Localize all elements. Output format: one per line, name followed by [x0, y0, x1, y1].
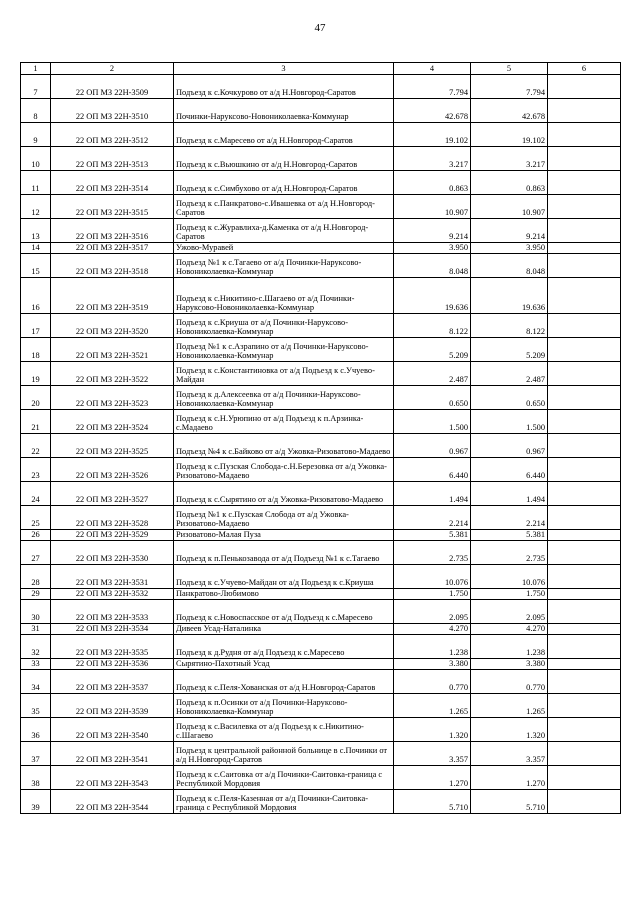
row-number: 13 — [21, 219, 51, 243]
length-total: 19.102 — [394, 123, 471, 147]
row-number: 32 — [21, 635, 51, 659]
length-total: 0.770 — [394, 670, 471, 694]
row-number: 18 — [21, 338, 51, 362]
column-6-value — [548, 278, 621, 314]
length-hard-surface: 5.209 — [471, 338, 548, 362]
column-6-value — [548, 458, 621, 482]
road-name: Подъезд к д.Рудня от а/д Подъезд к с.Маресево — [174, 635, 394, 659]
road-code: 22 ОП МЗ 22Н-3524 — [51, 410, 174, 434]
row-number: 23 — [21, 458, 51, 482]
road-code: 22 ОП МЗ 22Н-3525 — [51, 434, 174, 458]
length-hard-surface: 6.440 — [471, 458, 548, 482]
road-code: 22 ОП МЗ 22Н-3519 — [51, 278, 174, 314]
road-name: Подъезд №1 к с.Пузская Слобода от а/д Ужовка-Ризоватово-Мадаево — [174, 506, 394, 530]
road-name: Подъезд к с.Сырятино от а/д Ужовка-Ризоватово-Мадаево — [174, 482, 394, 506]
length-total: 3.950 — [394, 243, 471, 254]
column-6-value — [548, 482, 621, 506]
road-code: 22 ОП МЗ 22Н-3509 — [51, 75, 174, 99]
length-total: 19.636 — [394, 278, 471, 314]
length-total: 8.122 — [394, 314, 471, 338]
length-hard-surface: 19.102 — [471, 123, 548, 147]
length-total: 10.076 — [394, 565, 471, 589]
length-total: 1.320 — [394, 718, 471, 742]
road-name: Подъезд к с.Новоспасское от а/д Подъезд к с.Маресево — [174, 600, 394, 624]
length-hard-surface: 0.650 — [471, 386, 548, 410]
row-number: 12 — [21, 195, 51, 219]
table-row — [21, 195, 621, 219]
table-row — [21, 243, 621, 254]
road-code: 22 ОП МЗ 22Н-3537 — [51, 670, 174, 694]
road-name: Подъезд №1 к с.Тагаево от а/д Починки-Наруксово-Новониколаевка-Коммунар — [174, 254, 394, 278]
road-code: 22 ОП МЗ 22Н-3526 — [51, 458, 174, 482]
length-total: 2.095 — [394, 600, 471, 624]
row-number: 8 — [21, 99, 51, 123]
length-total: 0.967 — [394, 434, 471, 458]
column-6-value — [548, 530, 621, 541]
table-row — [21, 530, 621, 541]
road-name: Ужово-Муравей — [174, 243, 394, 254]
table-row — [21, 718, 621, 742]
length-total: 1.270 — [394, 766, 471, 790]
road-code: 22 ОП МЗ 22Н-3534 — [51, 624, 174, 635]
length-total: 6.440 — [394, 458, 471, 482]
length-hard-surface: 10.076 — [471, 565, 548, 589]
column-6-value — [548, 589, 621, 600]
table-row — [21, 541, 621, 565]
row-number: 37 — [21, 742, 51, 766]
road-name: Подъезд №4 к с.Байково от а/д Ужовка-Ризоватово-Мадаево — [174, 434, 394, 458]
road-name: Подъезд к с.Пузская Слобода-с.Н.Березовка от а/д Ужовка-Ризоватово-Мадаево — [174, 458, 394, 482]
column-6-value — [548, 147, 621, 171]
row-number: 27 — [21, 541, 51, 565]
length-hard-surface: 1.265 — [471, 694, 548, 718]
table-row — [21, 219, 621, 243]
road-code: 22 ОП МЗ 22Н-3532 — [51, 589, 174, 600]
length-hard-surface: 4.270 — [471, 624, 548, 635]
table-row — [21, 694, 621, 718]
column-6-value — [548, 338, 621, 362]
road-code: 22 ОП МЗ 22Н-3530 — [51, 541, 174, 565]
road-code: 22 ОП МЗ 22Н-3528 — [51, 506, 174, 530]
length-hard-surface: 1.750 — [471, 589, 548, 600]
table-row — [21, 659, 621, 670]
length-hard-surface: 3.950 — [471, 243, 548, 254]
road-code: 22 ОП МЗ 22Н-3516 — [51, 219, 174, 243]
road-code: 22 ОП МЗ 22Н-3512 — [51, 123, 174, 147]
length-hard-surface: 8.122 — [471, 314, 548, 338]
length-hard-surface: 2.735 — [471, 541, 548, 565]
table-row — [21, 624, 621, 635]
road-name: Панкратово-Любимово — [174, 589, 394, 600]
length-total: 5.710 — [394, 790, 471, 814]
road-name: Починки-Наруксово-Новониколаевка-Коммунар — [174, 99, 394, 123]
road-name: Подъезд №1 к с.Азрапино от а/д Починки-Наруксово-Новониколаевка-Коммунар — [174, 338, 394, 362]
road-name: Подъезд к с.Пеля-Казенная от а/д Починки-Саитовка-граница с Республикой Мордовия — [174, 790, 394, 814]
column-6-value — [548, 541, 621, 565]
road-code: 22 ОП МЗ 22Н-3540 — [51, 718, 174, 742]
row-number: 10 — [21, 147, 51, 171]
row-number: 7 — [21, 75, 51, 99]
row-number: 22 — [21, 434, 51, 458]
length-total: 3.380 — [394, 659, 471, 670]
length-total: 2.214 — [394, 506, 471, 530]
length-total: 9.214 — [394, 219, 471, 243]
road-name: Подъезд к с.Василевка от а/д Подъезд к с.Никитино-с.Шагаево — [174, 718, 394, 742]
road-code: 22 ОП МЗ 22Н-3535 — [51, 635, 174, 659]
table-row — [21, 123, 621, 147]
road-registry-table — [20, 62, 621, 814]
road-code: 22 ОП МЗ 22Н-3543 — [51, 766, 174, 790]
table-row — [21, 171, 621, 195]
column-6-value — [548, 434, 621, 458]
road-name: Подъезд к д.Алексеевка от а/д Починки-Наруксово-Новониколаевка-Коммунар — [174, 386, 394, 410]
header-cell: 5 — [471, 63, 548, 75]
header-cell: 6 — [548, 63, 621, 75]
road-code: 22 ОП МЗ 22Н-3522 — [51, 362, 174, 386]
table-row — [21, 434, 621, 458]
length-total: 5.381 — [394, 530, 471, 541]
length-hard-surface: 19.636 — [471, 278, 548, 314]
row-number: 34 — [21, 670, 51, 694]
length-total: 1.265 — [394, 694, 471, 718]
road-name: Подъезд к с.Никитино-с.Шагаево от а/д Починки-Наруксово-Новониколаевка-Коммунар — [174, 278, 394, 314]
road-code: 22 ОП МЗ 22Н-3513 — [51, 147, 174, 171]
length-total: 0.863 — [394, 171, 471, 195]
road-code: 22 ОП МЗ 22Н-3531 — [51, 565, 174, 589]
column-6-value — [548, 123, 621, 147]
road-name: Подъезд к с.Маресево от а/д Н.Новгород-Саратов — [174, 123, 394, 147]
table-row — [21, 254, 621, 278]
column-6-value — [548, 694, 621, 718]
length-total: 2.735 — [394, 541, 471, 565]
length-hard-surface: 5.381 — [471, 530, 548, 541]
length-hard-surface: 1.270 — [471, 766, 548, 790]
table-row — [21, 362, 621, 386]
length-total: 1.750 — [394, 589, 471, 600]
table-row — [21, 314, 621, 338]
column-6-value — [548, 790, 621, 814]
length-hard-surface: 9.214 — [471, 219, 548, 243]
length-hard-surface: 42.678 — [471, 99, 548, 123]
row-number: 36 — [21, 718, 51, 742]
column-6-value — [548, 314, 621, 338]
length-total: 8.048 — [394, 254, 471, 278]
road-code: 22 ОП МЗ 22Н-3539 — [51, 694, 174, 718]
table-row — [21, 635, 621, 659]
header-cell: 3 — [174, 63, 394, 75]
length-total: 42.678 — [394, 99, 471, 123]
row-number: 20 — [21, 386, 51, 410]
road-code: 22 ОП МЗ 22Н-3527 — [51, 482, 174, 506]
road-name: Подъезд к с.Константиновка от а/д Подъезд к с.Учуево-Майдан — [174, 362, 394, 386]
length-total: 1.500 — [394, 410, 471, 434]
length-hard-surface: 1.494 — [471, 482, 548, 506]
road-name: Подъезд к с.Кочкурово от а/д Н.Новгород-Саратов — [174, 75, 394, 99]
column-6-value — [548, 362, 621, 386]
table-row — [21, 75, 621, 99]
column-6-value — [548, 219, 621, 243]
road-code: 22 ОП МЗ 22Н-3536 — [51, 659, 174, 670]
length-hard-surface: 8.048 — [471, 254, 548, 278]
road-name: Подъезд к с.Пеля-Хованская от а/д Н.Новгород-Саратов — [174, 670, 394, 694]
road-code: 22 ОП МЗ 22Н-3518 — [51, 254, 174, 278]
length-hard-surface: 7.794 — [471, 75, 548, 99]
column-6-value — [548, 635, 621, 659]
column-6-value — [548, 171, 621, 195]
road-code: 22 ОП МЗ 22Н-3523 — [51, 386, 174, 410]
row-number: 16 — [21, 278, 51, 314]
table-row — [21, 589, 621, 600]
table-row — [21, 506, 621, 530]
road-name: Подъезд к с.Симбухово от а/д Н.Новгород-Саратов — [174, 171, 394, 195]
road-code: 22 ОП МЗ 22Н-3541 — [51, 742, 174, 766]
row-number: 35 — [21, 694, 51, 718]
column-6-value — [548, 742, 621, 766]
table-row — [21, 766, 621, 790]
row-number: 31 — [21, 624, 51, 635]
page-number: 47 — [314, 22, 326, 34]
row-number: 21 — [21, 410, 51, 434]
road-name: Подъезд к п.Пенькозавода от а/д Подъезд №1 к с.Тагаево — [174, 541, 394, 565]
road-code: 22 ОП МЗ 22Н-3510 — [51, 99, 174, 123]
column-6-value — [548, 254, 621, 278]
road-code: 22 ОП МЗ 22Н-3521 — [51, 338, 174, 362]
table-row — [21, 278, 621, 314]
length-hard-surface: 10.907 — [471, 195, 548, 219]
table-row — [21, 386, 621, 410]
road-code: 22 ОП МЗ 22Н-3533 — [51, 600, 174, 624]
length-total: 0.650 — [394, 386, 471, 410]
header-cell: 1 — [21, 63, 51, 75]
column-6-value — [548, 718, 621, 742]
length-hard-surface: 0.863 — [471, 171, 548, 195]
header-cell: 2 — [51, 63, 174, 75]
row-number: 24 — [21, 482, 51, 506]
length-hard-surface: 3.357 — [471, 742, 548, 766]
table-row — [21, 99, 621, 123]
row-number: 39 — [21, 790, 51, 814]
column-6-value — [548, 75, 621, 99]
row-number: 33 — [21, 659, 51, 670]
column-6-value — [548, 99, 621, 123]
road-code: 22 ОП МЗ 22Н-3529 — [51, 530, 174, 541]
road-name: Подъезд к с.Н.Урюпино от а/д Подъезд к п.Арзинка-с.Мадаево — [174, 410, 394, 434]
table-row — [21, 338, 621, 362]
road-name: Подъезд к п.Осинки от а/д Починки-Наруксово-Новониколаевка-Коммунар — [174, 694, 394, 718]
row-number: 11 — [21, 171, 51, 195]
length-hard-surface: 3.217 — [471, 147, 548, 171]
table-row — [21, 458, 621, 482]
row-number: 28 — [21, 565, 51, 589]
column-6-value — [548, 243, 621, 254]
length-hard-surface: 0.967 — [471, 434, 548, 458]
road-name: Подъезд к с.Саитовка от а/д Починки-Саитовка-граница с Республикой Мордовия — [174, 766, 394, 790]
length-total: 10.907 — [394, 195, 471, 219]
row-number: 38 — [21, 766, 51, 790]
road-name: Подъезд к с.Криуша от а/д Починки-Наруксово-Новониколаевка-Коммунар — [174, 314, 394, 338]
column-6-value — [548, 506, 621, 530]
length-hard-surface: 1.500 — [471, 410, 548, 434]
row-number: 30 — [21, 600, 51, 624]
row-number: 26 — [21, 530, 51, 541]
length-total: 3.357 — [394, 742, 471, 766]
row-number: 9 — [21, 123, 51, 147]
road-name: Сырятино-Пахотный Усад — [174, 659, 394, 670]
table-row — [21, 670, 621, 694]
row-number: 19 — [21, 362, 51, 386]
length-total: 4.270 — [394, 624, 471, 635]
road-code: 22 ОП МЗ 22Н-3514 — [51, 171, 174, 195]
column-6-value — [548, 624, 621, 635]
road-name: Подъезд к с.Учуево-Майдан от а/д Подъезд к с.Криуша — [174, 565, 394, 589]
length-total: 7.794 — [394, 75, 471, 99]
length-hard-surface: 1.320 — [471, 718, 548, 742]
header-cell: 4 — [394, 63, 471, 75]
table-row — [21, 742, 621, 766]
row-number: 14 — [21, 243, 51, 254]
table-row — [21, 600, 621, 624]
table-row — [21, 565, 621, 589]
length-total: 1.238 — [394, 635, 471, 659]
table-body — [21, 63, 621, 814]
road-code: 22 ОП МЗ 22Н-3544 — [51, 790, 174, 814]
column-6-value — [548, 659, 621, 670]
road-name: Дивеев Усад-Наталинка — [174, 624, 394, 635]
road-code: 22 ОП МЗ 22Н-3515 — [51, 195, 174, 219]
road-name: Подъезд к центральной районной больнице в с.Починки от а/д Н.Новгород-Саратов — [174, 742, 394, 766]
table-row — [21, 147, 621, 171]
table-header-row — [21, 63, 621, 75]
column-6-value — [548, 600, 621, 624]
road-name: Подъезд к с.Вьюшкино от а/д Н.Новгород-Саратов — [174, 147, 394, 171]
length-hard-surface: 2.487 — [471, 362, 548, 386]
table-row — [21, 410, 621, 434]
length-hard-surface: 5.710 — [471, 790, 548, 814]
column-6-value — [548, 766, 621, 790]
row-number: 15 — [21, 254, 51, 278]
column-6-value — [548, 670, 621, 694]
length-total: 5.209 — [394, 338, 471, 362]
column-6-value — [548, 386, 621, 410]
table-row — [21, 790, 621, 814]
row-number: 17 — [21, 314, 51, 338]
road-code: 22 ОП МЗ 22Н-3517 — [51, 243, 174, 254]
length-total: 2.487 — [394, 362, 471, 386]
row-number: 29 — [21, 589, 51, 600]
column-6-value — [548, 565, 621, 589]
column-6-value — [548, 195, 621, 219]
length-hard-surface: 2.214 — [471, 506, 548, 530]
column-6-value — [548, 410, 621, 434]
length-total: 1.494 — [394, 482, 471, 506]
length-hard-surface: 3.380 — [471, 659, 548, 670]
table-row — [21, 482, 621, 506]
road-code: 22 ОП МЗ 22Н-3520 — [51, 314, 174, 338]
length-total: 3.217 — [394, 147, 471, 171]
length-hard-surface: 0.770 — [471, 670, 548, 694]
road-name: Ризоватово-Малая Пуза — [174, 530, 394, 541]
row-number: 25 — [21, 506, 51, 530]
road-name: Подъезд к с.Журавлиха-д.Каменка от а/д Н.Новгород-Саратов — [174, 219, 394, 243]
road-name: Подъезд к с.Панкратово-с.Ивашевка от а/д Н.Новгород-Саратов — [174, 195, 394, 219]
length-hard-surface: 1.238 — [471, 635, 548, 659]
length-hard-surface: 2.095 — [471, 600, 548, 624]
